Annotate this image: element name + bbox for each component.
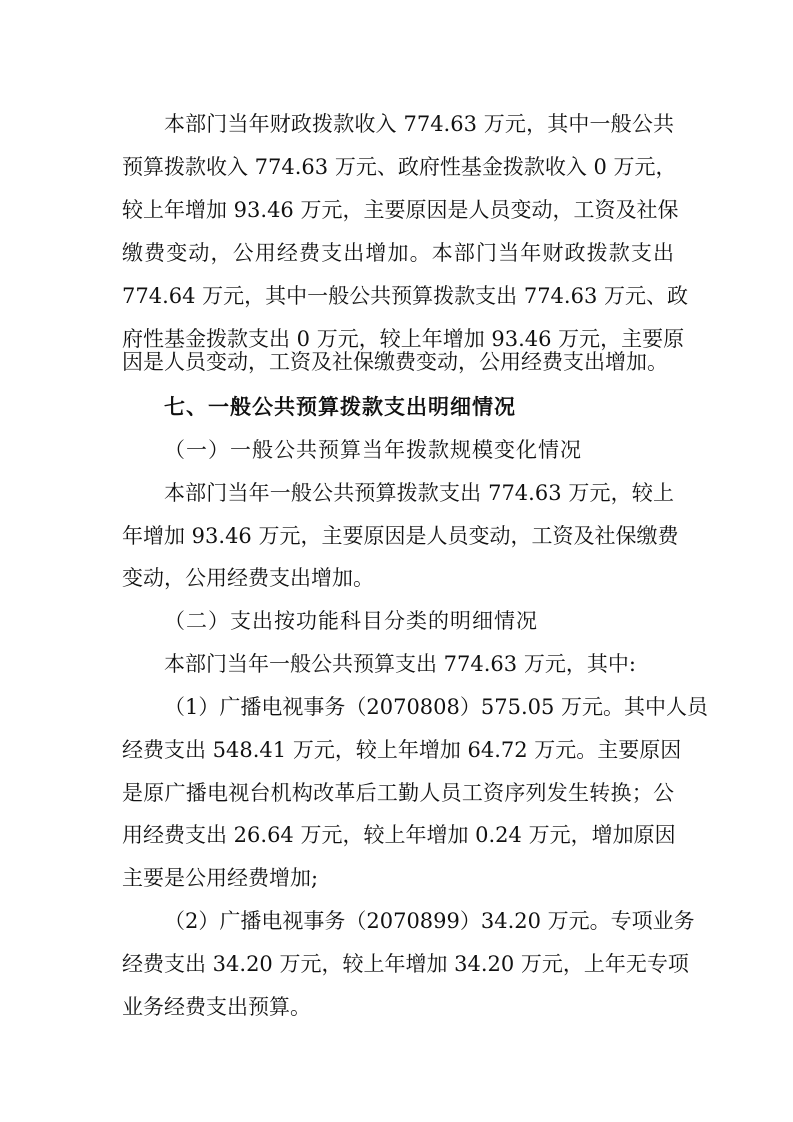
subsection-heading: （一）一般公共预算当年拨款规模变化情况 (164, 438, 582, 462)
list-item-line: 经费支出 548.41 万元，较上年增加 64.72 万元。主要原因 (122, 738, 682, 762)
paragraph-line: 本部门当年财政拨款收入 774.63 万元，其中一般公共 (164, 112, 674, 136)
paragraph-line: 缴费变动，公用经费支出增加。本部门当年财政拨款支出 (122, 241, 674, 265)
list-item-line: 业务经费支出预算。 (122, 995, 311, 1019)
section-heading: 七、一般公共预算拨款支出明细情况 (164, 395, 516, 419)
paragraph-line: 变动，公用经费支出增加。 (122, 566, 374, 590)
paragraph-line: 本部门当年一般公共预算支出 774.63 万元，其中: (164, 652, 636, 676)
list-item-line: （1）广播电视事务（2070808）575.05 万元。其中人员 (164, 695, 709, 719)
paragraph-line: 774.64 万元，其中一般公共预算拨款支出 774.63 万元、政 (122, 284, 688, 308)
list-item-line: 经费支出 34.20 万元，较上年增加 34.20 万元，上年无专项 (122, 952, 689, 976)
subsection-heading: （二）支出按功能科目分类的明细情况 (164, 609, 538, 633)
paragraph-line: 本部门当年一般公共预算拨款支出 774.63 万元，较上 (164, 481, 674, 505)
list-item-line: （2）广播电视事务（2070899）34.20 万元。专项业务 (164, 909, 695, 933)
paragraph-line: 府性基金拨款支出 0 万元，较上年增加 93.46 万元，主要原 (122, 327, 685, 351)
list-item-line: 是原广播电视台机构改革后工勤人员工资序列发生转换；公 (122, 781, 674, 805)
list-item-line: 主要是公用经费增加; (122, 866, 319, 890)
paragraph-line: 较上年增加 93.46 万元，主要原因是人员变动，工资及社保 (122, 198, 679, 222)
paragraph-line: 预算拨款收入 774.63 万元、政府性基金拨款收入 0 万元， (122, 155, 677, 179)
paragraph-line: 年增加 93.46 万元，主要原因是人员变动，工资及社保缴费 (122, 524, 679, 548)
list-item-line: 用经费支出 26.64 万元，较上年增加 0.24 万元，增加原因 (122, 823, 676, 847)
paragraph-line: 因是人员变动，工资及社保缴费变动，公用经费支出增加。 (122, 350, 668, 374)
